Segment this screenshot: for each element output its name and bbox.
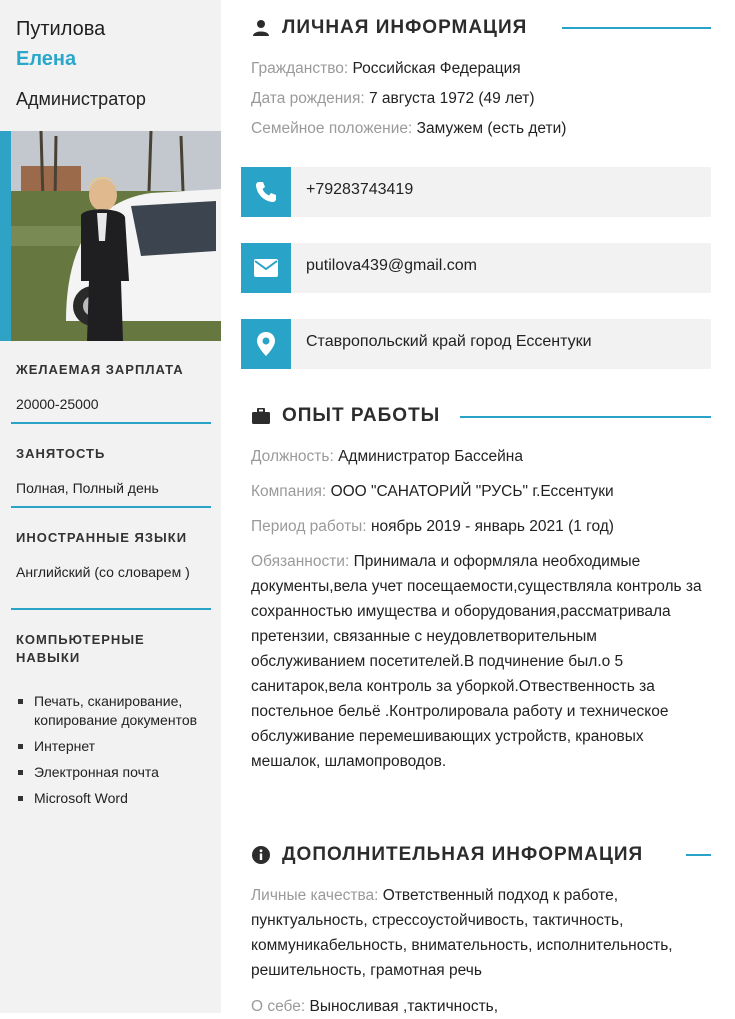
skill-item: Интернет xyxy=(16,737,211,756)
phone-value[interactable]: +79283743419 xyxy=(306,181,414,198)
first-name: Елена xyxy=(16,48,77,70)
citizenship-value: Российская Федерация xyxy=(352,60,521,77)
briefcase-icon xyxy=(252,407,270,425)
birth-value: 7 августа 1972 (49 лет) xyxy=(368,90,535,107)
job-title: Администратор xyxy=(16,89,146,109)
skill-item: Печать, сканирование, копирование документов xyxy=(16,692,211,730)
divider xyxy=(11,506,211,508)
skill-item: Электронная почта xyxy=(16,763,211,782)
company-label: Компания: xyxy=(251,483,327,500)
salary-value: 20000-25000 xyxy=(16,396,99,412)
email-value[interactable]: putilova439@gmail.com xyxy=(306,257,477,274)
position-label: Должность: xyxy=(251,448,334,465)
divider xyxy=(11,422,211,424)
profile-photo-image xyxy=(11,131,221,341)
skills-list xyxy=(16,692,211,815)
additional-heading xyxy=(252,844,643,866)
heading-rule xyxy=(460,416,711,418)
company-row xyxy=(251,479,711,504)
computer-skills-heading: КОМПЬЮТЕРНЫЕ НАВЫКИ xyxy=(16,632,145,665)
period-value: ноябрь 2019 - январь 2021 (1 год) xyxy=(370,518,614,535)
about-label: О себе: xyxy=(251,998,306,1015)
citizenship-label: Гражданство: xyxy=(251,60,349,77)
qualities-row xyxy=(251,883,703,983)
email-icon xyxy=(241,243,291,293)
duties-row xyxy=(251,549,703,774)
period-row xyxy=(251,514,711,539)
phone-icon xyxy=(241,167,291,217)
location-icon xyxy=(241,319,291,369)
user-icon xyxy=(252,19,270,37)
personal-info-heading xyxy=(252,17,527,39)
about-row xyxy=(251,994,711,1019)
experience-heading xyxy=(252,405,440,427)
profile-photo xyxy=(11,131,221,341)
experience-title: ОПЫТ РАБОТЫ xyxy=(282,405,441,426)
position-row xyxy=(251,444,711,469)
phone-row xyxy=(241,167,711,217)
family-row xyxy=(251,116,711,141)
birth-row xyxy=(251,86,711,111)
email-row xyxy=(241,243,711,293)
sidebar xyxy=(0,0,221,1013)
employment-heading: ЗАНЯТОСТЬ xyxy=(16,446,106,461)
divider xyxy=(11,608,211,610)
company-value: ООО "САНАТОРИЙ "РУСЬ" г.Ессентуки xyxy=(330,483,614,500)
address-value: Ставропольский край город Ессентуки xyxy=(306,333,592,350)
employment-value: Полная, Полный день xyxy=(16,480,159,496)
position-value: Администратор Бассейна xyxy=(338,448,523,465)
duties-label: Обязанности: xyxy=(251,553,350,570)
languages-value: Английский (со словарем ) xyxy=(16,564,190,580)
qualities-label: Личные качества: xyxy=(251,887,379,904)
period-label: Период работы: xyxy=(251,518,367,535)
family-value: Замужем (есть дети) xyxy=(416,120,567,137)
last-name: Путилова xyxy=(16,18,106,40)
heading-rule xyxy=(562,27,711,29)
skill-item: Microsoft Word xyxy=(16,789,211,808)
about-value: Выносливая ,тактичность, xyxy=(309,998,499,1015)
additional-title: ДОПОЛНИТЕЛЬНАЯ ИНФОРМАЦИЯ xyxy=(282,844,644,865)
languages-heading: ИНОСТРАННЫЕ ЯЗЫКИ xyxy=(16,530,188,545)
salary-heading: ЖЕЛАЕМАЯ ЗАРПЛАТА xyxy=(16,362,184,377)
citizenship-row xyxy=(251,56,711,81)
qualities-value: Ответственный подход к работе, пунктуальность, стрессоустойчивость, тактичность, коммуникабельность, внимательность, исполнительность, решительность, грамотная речь xyxy=(251,887,673,979)
duties-value: Принимала и оформляла необходимые документы,вела учет посещаемости,существляла контроль за сохранностью имущества и оборудования,рассматривала претензии, связанные с неудовлетворительным обслуживанием посетителей.В подчинение был.о 5 санитарок,вела контроль за уборкой.Отвественность за постельное бельё .Контролировала работу и техническое обслуживание перемешивающих устройств, крановых мешалок, шламопроводов. xyxy=(251,553,702,770)
address-row xyxy=(241,319,711,369)
heading-rule xyxy=(686,854,711,856)
personal-info-title: ЛИЧНАЯ ИНФОРМАЦИЯ xyxy=(282,17,528,38)
birth-label: Дата рождения: xyxy=(251,90,365,107)
family-label: Семейное положение: xyxy=(251,120,413,137)
photo-accent-bar xyxy=(0,131,11,341)
info-icon xyxy=(252,846,270,864)
